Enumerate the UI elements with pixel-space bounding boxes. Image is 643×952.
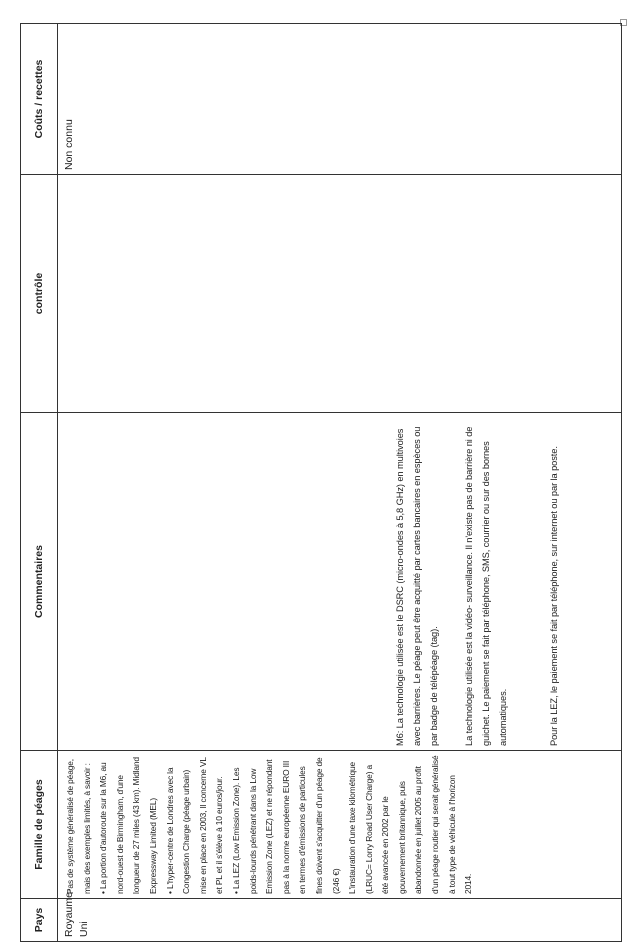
comment-m6: M6: La technologie utilisée est le DSRC (micro-ondes à 5,8 GHz) en multivoies avec barrières. Le péage peut être acquitté par cartes bancaires en espèces ou par badge de télépéage (tag).: [395, 426, 440, 746]
rotated-page: [20, 24, 622, 942]
table-row: [58, 24, 622, 942]
comment-gap: [512, 417, 529, 746]
tolls-table: [20, 23, 622, 942]
comment-gap: [529, 417, 546, 746]
header-commentaires: Commentaires: [21, 413, 58, 751]
header-famille: Famille de péages: [21, 751, 58, 899]
cell-commentaires: [58, 413, 622, 751]
famille-lez: • La LEZ (Low Emission Zone). Les poids-lourds pénétrant dans la Low Emission Zone (LEZ) et ne répondant pas à la norme européenne EURO III en termes d'émissions de particules fines doivent s'acquitter d'un péage de (246 €): [230, 757, 341, 894]
cell-couts: Non connu: [58, 24, 622, 175]
comment-gap: [444, 417, 461, 746]
comment-lez: Pour la LEZ, le paiement se fait par téléphone, sur internet ou par la poste.: [549, 446, 560, 746]
header-row: [21, 24, 58, 942]
cell-famille: [58, 751, 622, 899]
header-controle: contrôle: [21, 175, 58, 413]
famille-intro: Pas de système généralisé de péage, mais des exemples limités, à savoir :: [65, 759, 92, 894]
famille-lruc: L'instauration d'une taxe kilométrique (LRUC= Lorry Road User Charge) a été avancée en 2002 par le gouvernement britannique, puis abandonnée en juillet 2005 au profit d'un péage routier qui serait généralisé à tout type de véhicule à l'horizon 2014.: [347, 755, 474, 894]
header-pays: Pays: [21, 899, 58, 942]
header-couts: Coûts / recettes: [21, 24, 58, 175]
cell-controle: [58, 175, 622, 413]
comment-london: La technologie utilisée est la vidéo- surveillance. Il n'existe pas de barrière ni de guichet. Le paiement se fait par téléphone, SMS, courrier ou sur des bornes automatiques.: [463, 426, 509, 746]
famille-m6: • La portion d'autoroute sur la M6, au nord-ouest de Birmingham, d'une longueur de 27 miles (43 km). Midland Expressway Limited (MEL): [98, 757, 158, 894]
comment-spacer: [62, 417, 392, 746]
cell-country: Royaume-Uni: [58, 899, 622, 942]
famille-london: • L'hyper-centre de Londres avec la Congestion Charge (péage urbain) mise en place en 2003, Il concerne VL et PL et il s'élève à 10 euros/jour.: [164, 757, 225, 894]
